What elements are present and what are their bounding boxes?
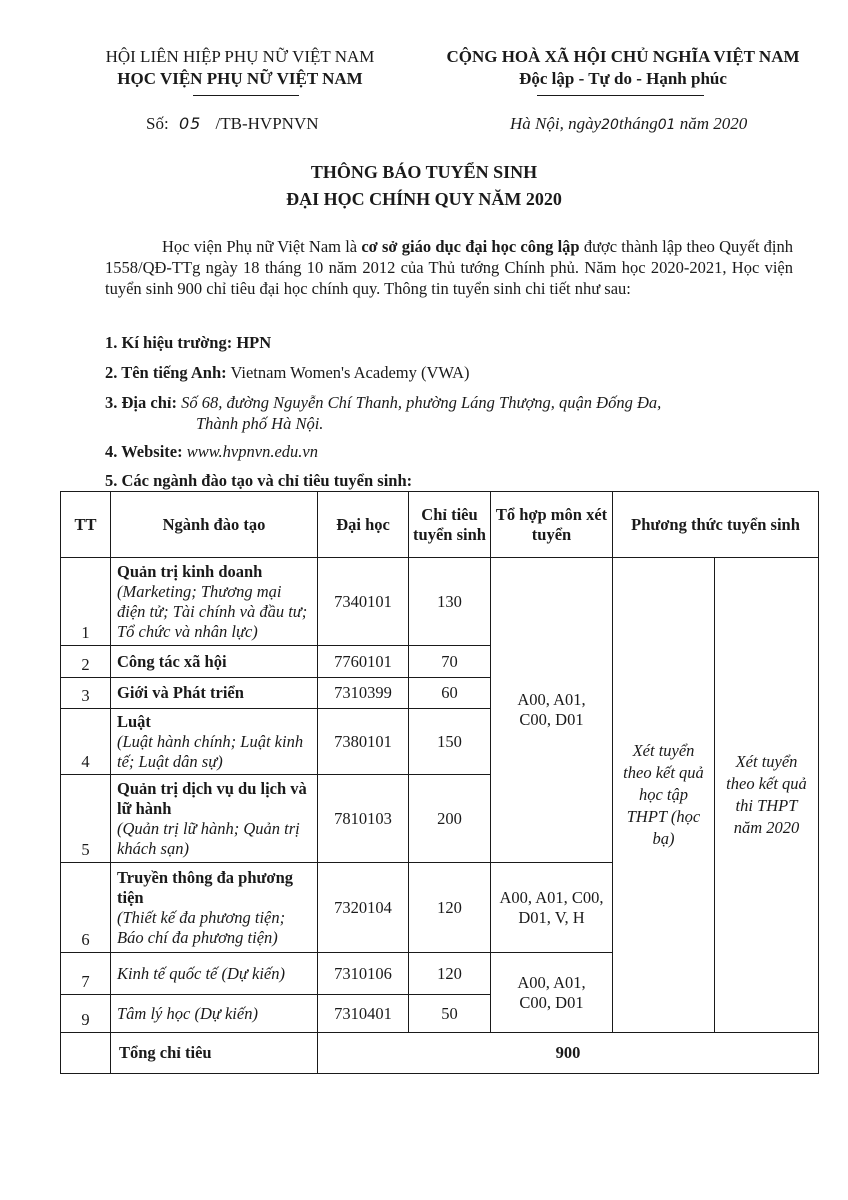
header-method: Phương thức tuyển sinh	[613, 492, 819, 558]
country-header	[418, 46, 828, 90]
motto: Độc lập - Tự do - Hạnh phúc	[519, 69, 727, 88]
method-transcript: Xét tuyển theo kết quả học tập THPT (học bạ)	[613, 558, 715, 1033]
motto-underline	[537, 95, 704, 96]
website-link[interactable]: www.hvpnvn.edu.vn	[186, 442, 318, 461]
header-quota: Chỉ tiêu tuyển sinh	[409, 492, 491, 558]
intro-paragraph: Học viện Phụ nữ Việt Nam là cơ sở giáo dục đại học công lập được thành lập theo Quyết định 1558/QĐ-TTg ngày 18 tháng 10 năm 2012 của Thủ tướng Chính phủ. Năm học 2020-2021, Học viện tuyển sinh 900 chỉ tiêu đại học chính quy. Thông tin tuyển sinh chi tiết như sau:	[105, 237, 793, 298]
table-row: 6 Truyền thông đa phương tiện (Thiết kế đa phương tiện; Báo chí đa phương tiện) 7320104 120 A00, A01, C00, D01, V, H	[61, 863, 819, 953]
combo-group-3: A00, A01, C00, D01	[491, 953, 613, 1033]
notice-title: THÔNG BÁO TUYỂN SINH	[310, 162, 538, 182]
item-website: 4. Website: www.hvpnvn.edu.vn	[105, 442, 318, 461]
country-name: CỘNG HOÀ XÃ HỘI CHỦ NGHĨA VIỆT NAM	[446, 47, 800, 66]
header-major: Ngành đào tạo	[111, 492, 318, 558]
document-date: Hà Nội, ngày20tháng01 năm 2020	[510, 114, 748, 133]
org-header	[90, 46, 390, 90]
combo-group-1: A00, A01, C00, D01	[491, 558, 613, 863]
header-tt: TT	[61, 492, 111, 558]
document-number-handwritten: 05	[178, 114, 202, 133]
date-month: 01	[657, 117, 676, 133]
table-row: 1 Quản trị kinh doanh (Marketing; Thương mại điện tử; Tài chính và đầu tư; Tổ chức và nhân lực) 7340101 130 A00, A01, C00, D01 Xét tuyển theo kết quả học tập THPT (học bạ) Xét tuyển theo kết quả thi THPT năm 2020	[61, 558, 819, 646]
org-underline	[193, 95, 299, 96]
org-parent: HỘI LIÊN HIỆP PHỤ NỮ VIỆT NAM	[105, 47, 375, 66]
table-row: 5 Quản trị dịch vụ du lịch và lữ hành (Quản trị lữ hành; Quản trị khách sạn) 7810103 200	[61, 775, 819, 863]
admissions-table	[60, 491, 819, 1074]
table-header-row	[61, 492, 819, 558]
total-label: Tổng chỉ tiêu	[111, 1033, 318, 1074]
method-exam: Xét tuyển theo kết quả thi THPT năm 2020	[715, 558, 819, 1033]
header-code: Đại học	[318, 492, 409, 558]
item-address: 3. Địa chỉ: Số 68, đường Nguyễn Chí Thanh, phường Láng Thượng, quận Đống Đa, Thành phố Hà Nội.	[105, 393, 662, 433]
document-number: Số: 05 /TB-HVPNVN	[146, 114, 319, 133]
header-combo: Tổ hợp môn xét tuyển	[491, 492, 613, 558]
item-english-name: 2. Tên tiếng Anh: Vietnam Women's Academy (VWA)	[105, 363, 470, 382]
item-majors-heading: 5. Các ngành đào tạo và chỉ tiêu tuyển sinh:	[105, 471, 413, 490]
item-school-code: 1. Kí hiệu trường: HPN	[105, 333, 272, 352]
table-row: 4 Luật (Luật hành chính; Luật kinh tế; Luật dân sự) 7380101 150	[61, 709, 819, 775]
table-total-row	[61, 1033, 819, 1074]
org-name: HỌC VIỆN PHỤ NỮ VIỆT NAM	[117, 69, 363, 88]
table-row: 3 Giới và Phát triển 7310399 60	[61, 678, 819, 709]
table-row: 9 Tâm lý học (Dự kiến) 7310401 50	[61, 995, 819, 1033]
table-row: 2 Công tác xã hội 7760101 70	[61, 646, 819, 678]
date-day: 20	[601, 117, 619, 133]
notice-subtitle: ĐẠI HỌC CHÍNH QUY NĂM 2020	[286, 189, 562, 209]
total-value: 900	[318, 1033, 819, 1074]
table-row: 7 Kinh tế quốc tế (Dự kiến) 7310106 120 A00, A01, C00, D01	[61, 953, 819, 995]
combo-group-2: A00, A01, C00, D01, V, H	[491, 863, 613, 953]
